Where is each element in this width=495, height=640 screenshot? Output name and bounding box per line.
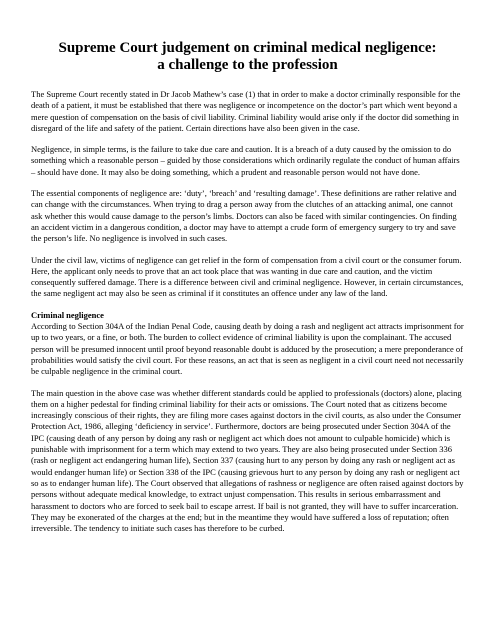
paragraph-main-question: The main question in the above case was whether different standards could be applied to professionals (doctors) alone, placing them on a higher pedestal for finding criminal liability for their acts or omissions. The Court noted that as citizens become increasingly conscious of their rights, they are filing more cases against doctors in the civil courts, as also under the Consumer Protection Act, 1986, alleging ‘deficiency in service’. Furthermore, doctors are being prosecuted under Section 304A of the IPC (causing death of any person by doing any rash or negligent act which does not amount to culpable homicide) which is punishable with imprisonment for a term which may extend to two years. They are also being prosecuted under Section 336 (rash or negligent act endangering human life), Section 337 (causing hurt to any person by doing any rash or negligent act as would endanger human life) or Section 338 of the IPC (causing grievous hurt to any person by doing any rash or negligent act so as to endanger human life). The Court observed that allegations of rashness or negligence are often raised against doctors by persons without adequate medical knowledge, to extract unjust compensation. This results in serious embarrassment and harassment to doctors who are forced to seek bail to escape arrest. If bail is not granted, they will have to suffer incarceration. They may be exonerated of the charges at the end; but in the meantime they would have suffered a loss of reputation; often irreversible. The tendency to initiate such cases has therefore to be curbed. (31, 387, 464, 534)
document-title (31, 40, 464, 74)
paragraph-negligence-definition: Negligence, in simple terms, is the failure to take due care and caution. It is a breach of a duty caused by the omission to do something which a reasonable person – guided by those considerations which ordinarily regulate the conduct of human affairs – should have done. It may also be doing something, which a prudent and reasonable person would not have done. (31, 144, 460, 177)
paragraph-civil-law: Under the civil law, victims of negligence can get relief in the form of compensation from a civil court or the consumer forum. Here, the applicant only needs to prove that an act took place that was wanting in due care and caution, and the victim consequently suffered damage. There is a difference between civil and criminal negligence. However, in certain circumstances, the same negligent act may also be seen as criminal if it constitutes an offence under any law of the land. (31, 254, 464, 299)
title-line-2: a challenge to the profession (157, 57, 338, 73)
section-paragraph: According to Section 304A of the Indian Penal Code, causing death by doing a rash and negligent act attracts imprisonment for up to two years, or a fine, or both. The burden to collect evidence of criminal liability is upon the complainant. The accused person will be presumed innocent until proof beyond reasonable doubt is adduced by the prosecution; a mere preponderance of probabilities would satisfy the civil court. For these reasons, an act that is seen as negligent in a civil court need not necessarily be culpable negligence in the criminal court. (31, 321, 464, 377)
paragraph-essential-components: The essential components of negligence are: ‘duty’, ‘breach’ and ‘resulting damage’. These definitions are rather relative and can change with the circumstances. When trying to drag a person away from the clutches of an attacking animal, one cannot ask whether this would cause damage to the person’s limbs. Doctors can also be faced with similar contingencies. On finding an accident victim in a dangerous condition, a doctor may have to attempt a crude form of emergency surgery to try and save the person’s life. No negligence is involved in such cases. (31, 188, 457, 244)
title-line-1: Supreme Court judgement on criminal medical negligence: (58, 40, 437, 56)
section-heading: Criminal negligence (31, 309, 104, 320)
criminal-negligence-section (31, 310, 464, 378)
paragraph-intro: The Supreme Court recently stated in Dr Jacob Mathew’s case (1) that in order to make a doctor criminally responsible for the death of a patient, it must be established that there was negligence or incompetence on the doctor’s part which went beyond a mere question of compensation on the basis of civil liability. Criminal liability would arise only if the doctor did something in disregard of the life and safety of the patient. Certain directions have also been given in the case. (31, 89, 461, 133)
